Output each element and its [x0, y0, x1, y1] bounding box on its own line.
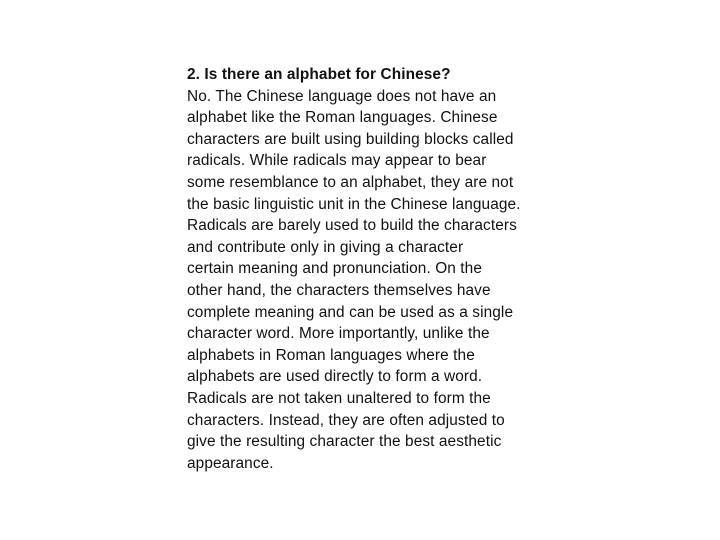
answer-line: give the resulting character the best aesthetic	[187, 433, 502, 451]
answer-line: character word. More importantly, unlike the	[187, 325, 490, 343]
answer-line: alphabets in Roman languages where the	[187, 346, 475, 364]
answer-paragraph	[187, 86, 547, 475]
answer-line: radicals. While radicals may appear to bear	[187, 152, 487, 170]
answer-line: complete meaning and can be used as a single	[187, 303, 514, 321]
question-heading: 2. Is there an alphabet for Chinese?	[187, 66, 451, 83]
answer-line: characters. Instead, they are often adjusted to	[187, 411, 505, 429]
answer-line: No. The Chinese language does not have an	[187, 87, 497, 105]
answer-line: alphabets are used directly to form a word.	[187, 368, 483, 386]
answer-line: certain meaning and pronunciation. On the	[187, 260, 483, 278]
answer-line: some resemblance to an alphabet, they are not	[187, 173, 514, 191]
answer-line: Radicals are barely used to build the characters	[187, 217, 517, 235]
answer-line: alphabet like the Roman languages. Chinese	[187, 109, 498, 127]
answer-line: characters are built using building blocks called	[187, 130, 514, 148]
answer-line: other hand, the characters themselves have	[187, 281, 491, 299]
answer-line: Radicals are not taken unaltered to form the	[187, 389, 491, 407]
faq-text-block	[187, 64, 547, 474]
answer-line: and contribute only in giving a character	[187, 238, 464, 256]
answer-line: appearance.	[187, 454, 274, 472]
answer-line: the basic linguistic unit in the Chinese language.	[187, 195, 521, 213]
